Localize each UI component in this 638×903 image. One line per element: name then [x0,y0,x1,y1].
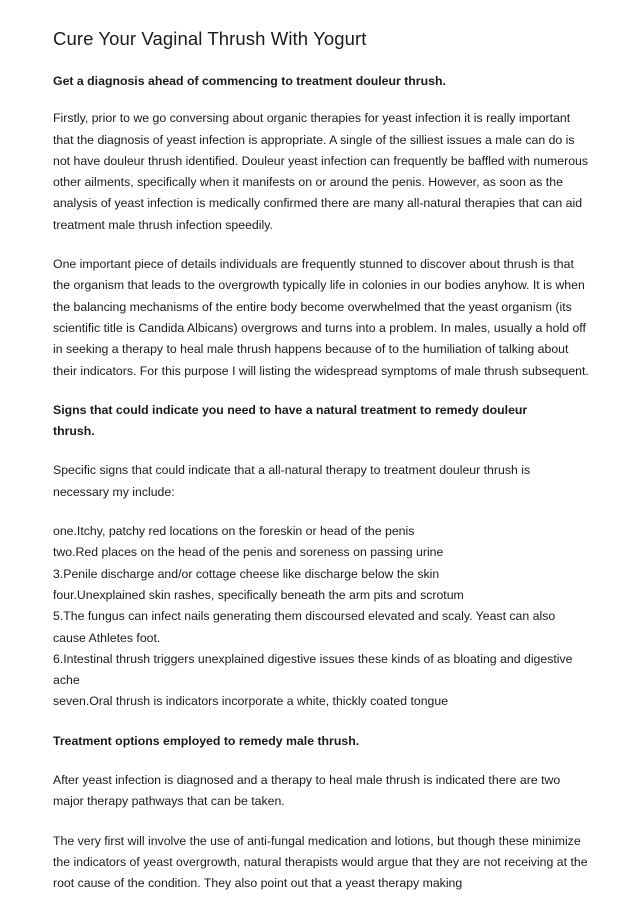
list-item: 6.Intestinal thrush triggers unexplained digestive issues these kinds of as bloating and digestive ache [53,651,573,688]
list-item: two.Red places on the head of the penis and soreness on passing urine [53,545,444,560]
paragraph-treatment-pathways: After yeast infection is diagnosed and a therapy to heal male thrush is indicated there are two major therapy pathways that can be taken. [53,773,561,809]
section-heading-signs: Signs that could indicate you need to have a natural treatment to remedy douleur thrush. [53,402,528,439]
list-item: 5.The fungus can infect nails generating them discoursed elevated and scaly. Yeast can also cause Athletes foot. [53,609,556,645]
list-item: 3.Penile discharge and/or cottage cheese like discharge below the skin [53,566,440,581]
paragraph-antifungal: The very first will involve the use of anti-fungal medication and lotions, but though these minimize the indicators of yeast overgrowth, natural therapists would argue that they are not receiving at the root cause of the condition. They also point out that a yeast therapy making [53,833,588,891]
list-item: four.Unexplained skin rashes, specifically beneath the arm pits and scrotum [53,587,464,602]
paragraph-diagnosis: Firstly, prior to we go conversing about organic therapies for yeast infection it is really important that the diagnosis of yeast infection is appropriate. A single of the silliest issues a male can do is not have douleur thrush identified. Douleur yeast infection can frequently be baffled with numerous other ailments, specifically when it manifests on or around the penis. However, as soon as the analysis of yeast infection is medically confirmed there are many all-natural therapies that can aid treatment male thrush infection speedily. [53,111,589,232]
document-page [53,26,593,895]
document-title: Cure Your Vaginal Thrush With Yogurt [53,28,367,49]
symptom-list [53,521,583,713]
section-heading-diagnosis: Get a diagnosis ahead of commencing to treatment douleur thrush. [53,74,446,88]
list-item: seven.Oral thrush is indicators incorporate a white, thickly coated tongue [53,694,449,709]
paragraph-organism: One important piece of details individuals are frequently stunned to discover about thrush is that the organism that leads to the overgrowth typically life in colonies in our bodies anyhow. It is when the balancing mechanisms of the entire body become overwhelmed that the yeast organism (its scientific title is Candida Albicans) overgrows and turns into a problem. In males, usually a hold off in seeking a therapy to heal male thrush happens because of to the humiliation of talking about their indicators. For this purpose I will listing the widespread symptoms of male thrush subsequent. [53,257,589,378]
paragraph-signs-intro: Specific signs that could indicate that a all-natural therapy to treatment douleur thrush is necessary my include: [53,463,531,499]
section-heading-treatment: Treatment options employed to remedy male thrush. [53,733,360,748]
list-item: one.Itchy, patchy red locations on the foreskin or head of the penis [53,524,415,539]
